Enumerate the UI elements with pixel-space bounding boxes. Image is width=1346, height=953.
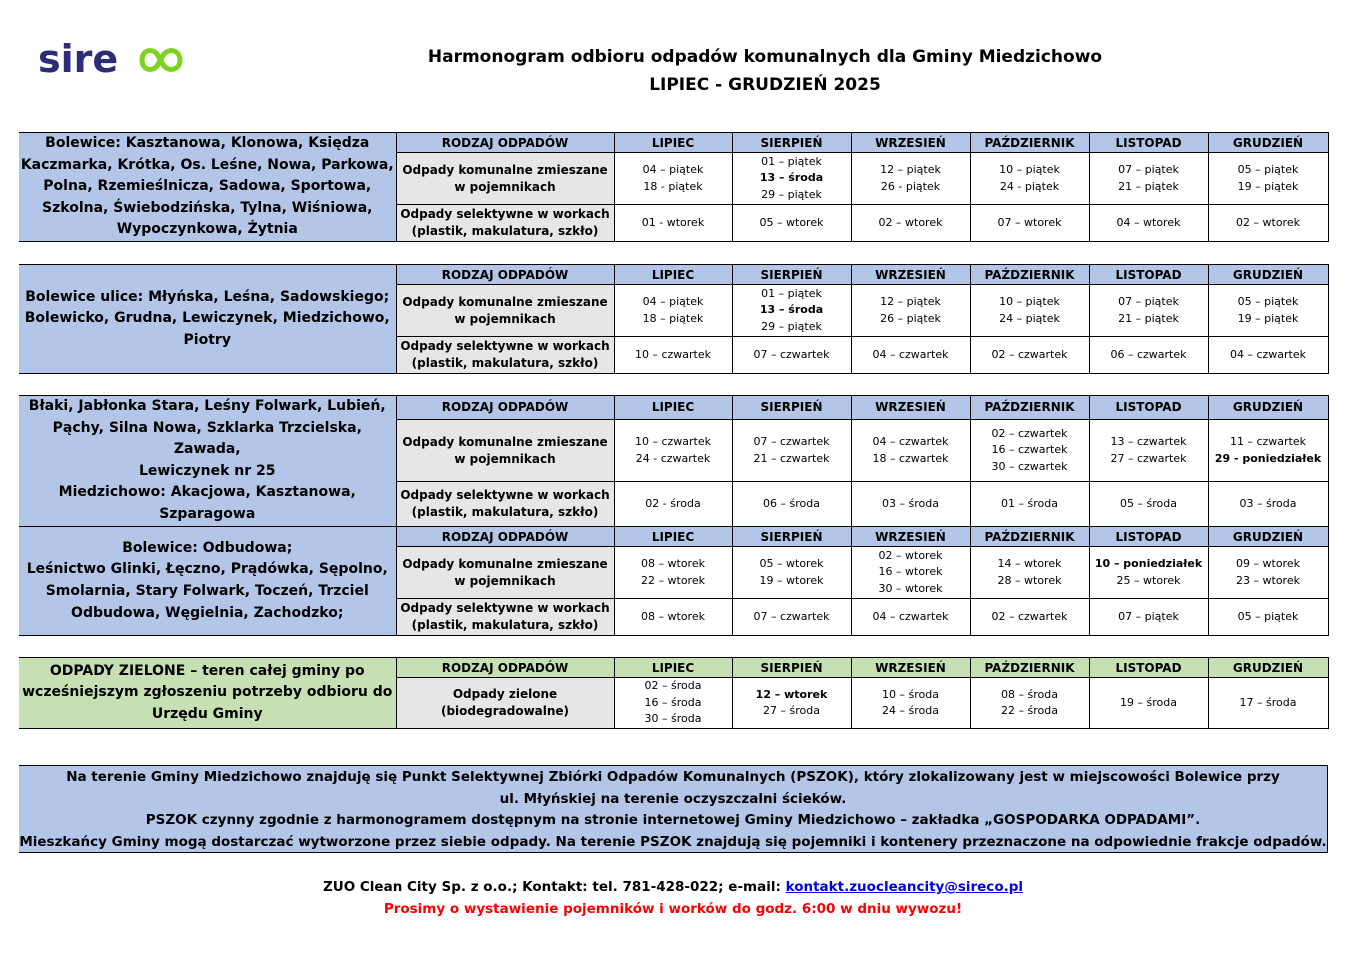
pickup-date: 13 – środa bbox=[759, 171, 824, 185]
date-cell bbox=[1208, 285, 1328, 337]
table-header-row bbox=[19, 658, 1328, 678]
date-cell bbox=[614, 337, 732, 374]
pickup-date: 18 – piątek bbox=[642, 311, 704, 325]
location-cell bbox=[19, 396, 396, 527]
pickup-date: 17 – środa bbox=[1239, 695, 1297, 709]
pickup-date: 03 – środa bbox=[1239, 496, 1297, 510]
pickup-date: 19 – wtorek bbox=[759, 573, 824, 587]
month-header: SIERPIEŃ bbox=[732, 133, 851, 153]
location-line: Szparagowa bbox=[159, 505, 256, 522]
waste-type-cell bbox=[396, 482, 614, 526]
date-cell bbox=[1089, 547, 1208, 599]
pickup-date: 22 – wtorek bbox=[641, 573, 705, 587]
location-line: ODPADY ZIELONE – teren całej gminy po bbox=[49, 662, 365, 679]
waste-type-label: Odpady komunalne zmieszane bbox=[402, 294, 608, 309]
month-header: LISTOPAD bbox=[1089, 265, 1208, 285]
info-line: Mieszkańcy Gminy mogą dostarczać wytworzone przez siebie odpady. Na terenie PSZOK znajdują się pojemniki i kontenery przeznaczone na odpowiednie frakcje odpadów. bbox=[19, 833, 1327, 850]
month-header: SIERPIEŃ bbox=[732, 658, 851, 678]
date-cell bbox=[1089, 419, 1208, 481]
pickup-date: 24 – środa bbox=[882, 704, 939, 717]
waste-type-cell bbox=[396, 547, 614, 599]
table-header-row bbox=[19, 396, 1328, 420]
waste-type-label: w pojemnikach bbox=[454, 179, 556, 194]
location-line: Błaki, Jabłonka Stara, Leśny Folwark, Lubień, bbox=[28, 398, 386, 414]
location-cell bbox=[19, 527, 396, 636]
page-title: Harmonogram odbioru odpadów komunalnych dla Gminy Miedzichowo bbox=[427, 47, 1103, 67]
pickup-date: 14 – wtorek bbox=[997, 557, 1062, 570]
waste-type-label: Odpady komunalne zmieszane bbox=[402, 162, 608, 177]
location-line: Bolewice: Kasztanowa, Klonowa, Księdza bbox=[45, 135, 370, 152]
date-cell bbox=[970, 599, 1089, 636]
location-line: Smolarnia, Stary Folwark, Toczeń, Trzciel bbox=[45, 583, 369, 599]
month-header: LISTOPAD bbox=[1089, 396, 1208, 420]
date-cell bbox=[1208, 482, 1328, 526]
pickup-date: 08 – środa bbox=[1001, 687, 1058, 701]
pickup-date: 08 – wtorek bbox=[641, 609, 705, 623]
pickup-date: 01 - wtorek bbox=[641, 215, 705, 229]
pickup-date: 27 – czwartek bbox=[1110, 451, 1187, 465]
pickup-date: 10 – poniedziałek bbox=[1094, 557, 1203, 570]
schedule-table bbox=[19, 657, 1329, 729]
date-cell bbox=[732, 599, 851, 636]
pickup-date: 04 – czwartek bbox=[872, 347, 949, 361]
pickup-date: 10 – środa bbox=[882, 687, 939, 701]
pickup-date: 02 – wtorek bbox=[1236, 215, 1300, 229]
pickup-date: 02 – czwartek bbox=[991, 609, 1068, 623]
pickup-date: 24 – piątek bbox=[999, 311, 1060, 325]
waste-type-cell bbox=[396, 419, 614, 481]
pickup-date: 02 – czwartek bbox=[991, 426, 1068, 440]
waste-type-cell bbox=[396, 337, 614, 374]
waste-type-label: Odpady selektywne w workach bbox=[400, 207, 610, 221]
pickup-date: 23 – wtorek bbox=[1236, 573, 1300, 587]
pickup-date: 07 – piątek bbox=[1118, 609, 1179, 623]
date-cell bbox=[732, 419, 851, 481]
waste-type-label: (plastik, makulatura, szkło) bbox=[411, 224, 599, 238]
infinity-logo-icon bbox=[142, 51, 180, 70]
date-cell bbox=[1208, 547, 1328, 599]
date-cell bbox=[970, 285, 1089, 337]
pickup-date: 02 – wtorek bbox=[878, 548, 943, 562]
date-cell bbox=[851, 599, 970, 636]
pickup-date: 01 – piątek bbox=[761, 154, 822, 168]
waste-type-label: (plastik, makulatura, szkło) bbox=[411, 504, 599, 519]
location-line: Odbudowa, Węgielnia, Zachodzko; bbox=[71, 604, 344, 621]
location-line: Bolewice: Odbudowa; bbox=[122, 539, 293, 556]
pickup-date: 10 – piątek bbox=[999, 295, 1060, 308]
date-cell bbox=[732, 547, 851, 599]
pickup-date: 01 – piątek bbox=[761, 286, 822, 300]
page-subtitle: LIPIEC - GRUDZIEŃ 2025 bbox=[649, 75, 881, 95]
pickup-date: 18 - piątek bbox=[643, 179, 703, 193]
pickup-date: 04 – wtorek bbox=[1116, 215, 1181, 229]
waste-type-label: Odpady zielone bbox=[452, 687, 558, 701]
waste-type-label: (plastik, makulatura, szkło) bbox=[411, 618, 599, 632]
month-header: LIPIEC bbox=[614, 396, 732, 420]
pickup-date: 16 – czwartek bbox=[991, 443, 1068, 457]
pickup-date: 05 – piątek bbox=[1237, 609, 1299, 623]
month-header: SIERPIEŃ bbox=[732, 527, 851, 547]
waste-type-label: Odpady komunalne zmieszane bbox=[402, 434, 608, 449]
date-cell bbox=[614, 482, 732, 526]
waste-type-cell bbox=[396, 205, 614, 242]
waste-type-label: w pojemnikach bbox=[454, 451, 556, 466]
pickup-date: 01 – środa bbox=[1001, 496, 1058, 510]
month-header: LIPIEC bbox=[614, 133, 732, 153]
waste-type-label: (biodegradowalne) bbox=[440, 704, 570, 718]
info-line: ul. Młyńskiej na terenie oczyszczalni ścieków. bbox=[499, 790, 847, 807]
date-cell bbox=[970, 337, 1089, 374]
month-header: WRZESIEŃ bbox=[851, 265, 970, 285]
date-cell bbox=[851, 678, 970, 729]
pickup-date: 02 – czwartek bbox=[991, 347, 1068, 361]
month-header: GRUDZIEŃ bbox=[1208, 265, 1328, 285]
date-cell bbox=[1208, 205, 1328, 242]
pickup-date: 04 – piątek bbox=[642, 295, 704, 308]
location-line: wcześniejszym zgłoszeniu potrzeby odbioru do bbox=[22, 684, 393, 701]
date-cell bbox=[1089, 337, 1208, 374]
pickup-date: 30 – wtorek bbox=[878, 581, 943, 595]
pickup-date: 02 – wtorek bbox=[878, 215, 943, 229]
pickup-date: 24 - piątek bbox=[999, 179, 1060, 193]
location-cell bbox=[19, 265, 396, 374]
date-cell bbox=[1089, 153, 1208, 205]
pickup-date: 07 – piątek bbox=[1118, 295, 1179, 308]
pickup-date: 11 – czwartek bbox=[1229, 435, 1307, 449]
pickup-date: 21 – piątek bbox=[1118, 311, 1179, 325]
pickup-date: 12 – piątek bbox=[880, 163, 941, 176]
pickup-date: 07 – czwartek bbox=[753, 609, 830, 623]
month-header: LISTOPAD bbox=[1089, 658, 1208, 678]
location-cell bbox=[19, 658, 396, 729]
pickup-date: 29 - poniedziałek bbox=[1214, 451, 1322, 465]
pickup-date: 30 – czwartek bbox=[991, 459, 1068, 473]
location-line: Lewiczynek nr 25 bbox=[138, 462, 276, 479]
month-header: WRZESIEŃ bbox=[851, 133, 970, 153]
pickup-date: 07 – czwartek bbox=[753, 347, 830, 361]
month-header: WRZESIEŃ bbox=[851, 527, 970, 547]
month-header: GRUDZIEŃ bbox=[1208, 527, 1328, 547]
pickup-date: 07 – piątek bbox=[1118, 163, 1179, 176]
pickup-date: 02 – środa bbox=[644, 679, 702, 693]
pickup-date: 19 – piątek bbox=[1237, 311, 1299, 325]
pickup-date: 16 – środa bbox=[644, 695, 702, 709]
pickup-date: 21 – czwartek bbox=[753, 451, 830, 465]
waste-type-label: w pojemnikach bbox=[454, 573, 556, 588]
schedule-table bbox=[19, 132, 1329, 242]
month-header: LIPIEC bbox=[614, 527, 732, 547]
pickup-date: 05 – piątek bbox=[1237, 163, 1299, 176]
contact-text: ZUO Clean City Sp. z o.o.; Kontakt: tel. 781-428-022; e-mail: bbox=[322, 879, 786, 895]
date-cell bbox=[614, 419, 732, 481]
pickup-date: 04 – czwartek bbox=[872, 435, 949, 449]
month-header: GRUDZIEŃ bbox=[1208, 133, 1328, 153]
location-line: Bolewicko, Grudna, Lewiczynek, Miedzichowo, bbox=[24, 310, 390, 327]
location-line: Miedzichowo: Akacjowa, Kasztanowa, bbox=[58, 484, 356, 501]
date-cell bbox=[614, 678, 732, 729]
date-cell bbox=[614, 547, 732, 599]
waste-type-label: Odpady selektywne w workach bbox=[400, 487, 610, 502]
schedule-table bbox=[19, 264, 1329, 374]
location-line: Leśnictwo Glinki, Łęczno, Prądówka, Sępolno, bbox=[26, 561, 388, 578]
date-cell bbox=[732, 153, 851, 205]
waste-type-header: RODZAJ ODPADÓW bbox=[396, 527, 614, 547]
waste-type-header: RODZAJ ODPADÓW bbox=[396, 658, 614, 678]
date-cell bbox=[970, 153, 1089, 205]
month-header: SIERPIEŃ bbox=[732, 396, 851, 420]
date-cell bbox=[851, 285, 970, 337]
pickup-date: 04 – piątek bbox=[642, 163, 704, 176]
pickup-date: 21 – piątek bbox=[1118, 179, 1179, 193]
month-header: LIPIEC bbox=[614, 265, 732, 285]
pickup-date: 05 – środa bbox=[1120, 496, 1177, 510]
waste-type-label: (plastik, makulatura, szkło) bbox=[411, 356, 599, 370]
month-header: PAŹDZIERNIK bbox=[970, 396, 1089, 420]
pickup-date: 05 – wtorek bbox=[759, 557, 824, 570]
table-header-row bbox=[19, 527, 1328, 547]
pickup-date: 05 – wtorek bbox=[759, 215, 824, 229]
schedule-table bbox=[19, 395, 1329, 527]
pickup-date: 10 – piątek bbox=[999, 163, 1060, 176]
date-cell bbox=[970, 205, 1089, 242]
pickup-date: 06 – czwartek bbox=[1110, 347, 1187, 361]
date-cell bbox=[1208, 153, 1328, 205]
pickup-date: 06 – środa bbox=[763, 496, 820, 510]
date-cell bbox=[970, 678, 1089, 729]
month-header: LIPIEC bbox=[614, 658, 732, 678]
month-header: LISTOPAD bbox=[1089, 527, 1208, 547]
date-cell bbox=[732, 285, 851, 337]
pickup-date: 12 – piątek bbox=[880, 295, 941, 308]
pszok-info-box bbox=[19, 765, 1328, 853]
location-line: Pąchy, Silna Nowa, Szklarka Trzcielska, Zawada, bbox=[52, 419, 362, 458]
waste-type-label: Odpady selektywne w workach bbox=[400, 601, 610, 615]
date-cell bbox=[851, 153, 970, 205]
date-cell bbox=[1089, 482, 1208, 526]
waste-type-cell bbox=[396, 678, 614, 729]
location-line: Szkolna, Świebodzińska, Tylna, Wiśniowa, bbox=[42, 199, 373, 216]
waste-type-header: RODZAJ ODPADÓW bbox=[396, 265, 614, 285]
info-line: Na terenie Gminy Miedzichowo znajduję się Punkt Selektywnej Zbiórki Odpadów Komunalnych (PSZOK), który zlokalizowany jest w miejscowości Bolewice przy bbox=[66, 769, 1280, 785]
date-cell bbox=[614, 205, 732, 242]
month-header: WRZESIEŃ bbox=[851, 396, 970, 420]
waste-type-cell bbox=[396, 153, 614, 205]
pickup-date: 19 – piątek bbox=[1237, 179, 1299, 193]
waste-type-label: Odpady komunalne zmieszane bbox=[402, 556, 608, 571]
pickup-notice: Prosimy o wystawienie pojemników i worków do godz. 6:00 w dniu wywozu! bbox=[383, 901, 963, 917]
pickup-date: 13 – czwartek bbox=[1110, 435, 1187, 449]
pickup-date: 29 – piątek bbox=[761, 187, 822, 201]
pickup-date: 04 – czwartek bbox=[872, 609, 949, 623]
pickup-date: 07 – czwartek bbox=[753, 435, 830, 449]
date-cell bbox=[614, 153, 732, 205]
date-cell bbox=[1089, 599, 1208, 636]
date-cell bbox=[614, 599, 732, 636]
date-cell bbox=[1208, 599, 1328, 636]
pickup-date: 04 – czwartek bbox=[1229, 347, 1307, 361]
pickup-date: 10 – czwartek bbox=[634, 347, 712, 361]
pickup-date: 03 – środa bbox=[882, 496, 939, 510]
date-cell bbox=[614, 285, 732, 337]
pickup-date: 07 – wtorek bbox=[997, 215, 1062, 229]
table-header-row bbox=[19, 265, 1328, 285]
waste-type-header: RODZAJ ODPADÓW bbox=[396, 396, 614, 420]
date-cell bbox=[851, 205, 970, 242]
schedule-table bbox=[19, 526, 1329, 636]
date-cell bbox=[970, 419, 1089, 481]
location-line: Kaczmarka, Krótka, Os. Leśne, Nowa, Parkowa, bbox=[20, 156, 394, 173]
pickup-date: 24 - czwartek bbox=[635, 451, 711, 465]
waste-type-label: w pojemnikach bbox=[454, 311, 556, 326]
location-line: Piotry bbox=[183, 331, 231, 348]
location-line: Urzędu Gminy bbox=[151, 705, 263, 722]
pickup-date: 10 – czwartek bbox=[634, 435, 712, 449]
date-cell bbox=[1089, 205, 1208, 242]
waste-type-label: Odpady selektywne w workach bbox=[400, 339, 610, 353]
location-line: Bolewice ulice: Młyńska, Leśna, Sadowskiego; bbox=[25, 288, 390, 305]
date-cell bbox=[1208, 419, 1328, 481]
pickup-date: 08 – wtorek bbox=[641, 557, 705, 570]
month-header: PAŹDZIERNIK bbox=[970, 658, 1089, 678]
email-link[interactable]: kontakt.zuocleancity@sireco.pl bbox=[785, 879, 1024, 895]
pickup-date: 09 – wtorek bbox=[1236, 557, 1300, 570]
pickup-date: 05 – piątek bbox=[1237, 295, 1299, 308]
date-cell bbox=[732, 482, 851, 526]
pickup-date: 13 – środa bbox=[759, 303, 824, 317]
pickup-date: 25 – wtorek bbox=[1116, 573, 1181, 587]
month-header: PAŹDZIERNIK bbox=[970, 527, 1089, 547]
pickup-date: 27 – środa bbox=[763, 704, 820, 717]
date-cell bbox=[732, 337, 851, 374]
date-cell bbox=[851, 482, 970, 526]
date-cell bbox=[970, 482, 1089, 526]
month-header: GRUDZIEŃ bbox=[1208, 658, 1328, 678]
date-cell bbox=[1208, 678, 1328, 729]
date-cell bbox=[732, 678, 851, 729]
waste-type-cell bbox=[396, 285, 614, 337]
month-header: SIERPIEŃ bbox=[732, 265, 851, 285]
pickup-date: 26 - piątek bbox=[880, 179, 941, 193]
date-cell bbox=[1089, 285, 1208, 337]
pickup-date: 18 – czwartek bbox=[872, 451, 949, 465]
waste-type-cell bbox=[396, 599, 614, 636]
location-cell bbox=[19, 133, 396, 242]
month-header: GRUDZIEŃ bbox=[1208, 396, 1328, 420]
pickup-date: 30 – środa bbox=[644, 712, 702, 726]
waste-type-header: RODZAJ ODPADÓW bbox=[396, 133, 614, 153]
date-cell bbox=[732, 205, 851, 242]
date-cell bbox=[970, 547, 1089, 599]
logo-text: sire bbox=[38, 38, 119, 81]
month-header: PAŹDZIERNIK bbox=[970, 133, 1089, 153]
date-cell bbox=[1089, 678, 1208, 729]
pickup-date: 22 – środa bbox=[1001, 704, 1058, 717]
pickup-date: 16 – wtorek bbox=[878, 565, 943, 579]
date-cell bbox=[851, 337, 970, 374]
pickup-date: 12 – wtorek bbox=[755, 687, 828, 701]
date-cell bbox=[851, 547, 970, 599]
pickup-date: 28 – wtorek bbox=[997, 573, 1062, 587]
date-cell bbox=[1208, 337, 1328, 374]
location-line: Polna, Rzemieślnicza, Sadowa, Sportowa, bbox=[43, 178, 372, 195]
info-line: PSZOK czynny zgodnie z harmonogramem dostępnym na stronie internetowej Gminy Miedzichowo – zakładka „GOSPODARKA ODPADAMI”. bbox=[145, 812, 1201, 829]
pickup-date: 26 – piątek bbox=[880, 311, 941, 325]
month-header: LISTOPAD bbox=[1089, 133, 1208, 153]
contact-line bbox=[0, 879, 1346, 895]
pickup-date: 19 – środa bbox=[1120, 695, 1177, 709]
month-header: WRZESIEŃ bbox=[851, 658, 970, 678]
location-line: Wypoczynkowa, Żytnia bbox=[116, 221, 298, 238]
date-cell bbox=[851, 419, 970, 481]
pickup-date: 02 - środa bbox=[645, 496, 701, 510]
pickup-date: 29 – piątek bbox=[761, 319, 822, 333]
month-header: PAŹDZIERNIK bbox=[970, 265, 1089, 285]
table-header-row bbox=[19, 133, 1328, 153]
